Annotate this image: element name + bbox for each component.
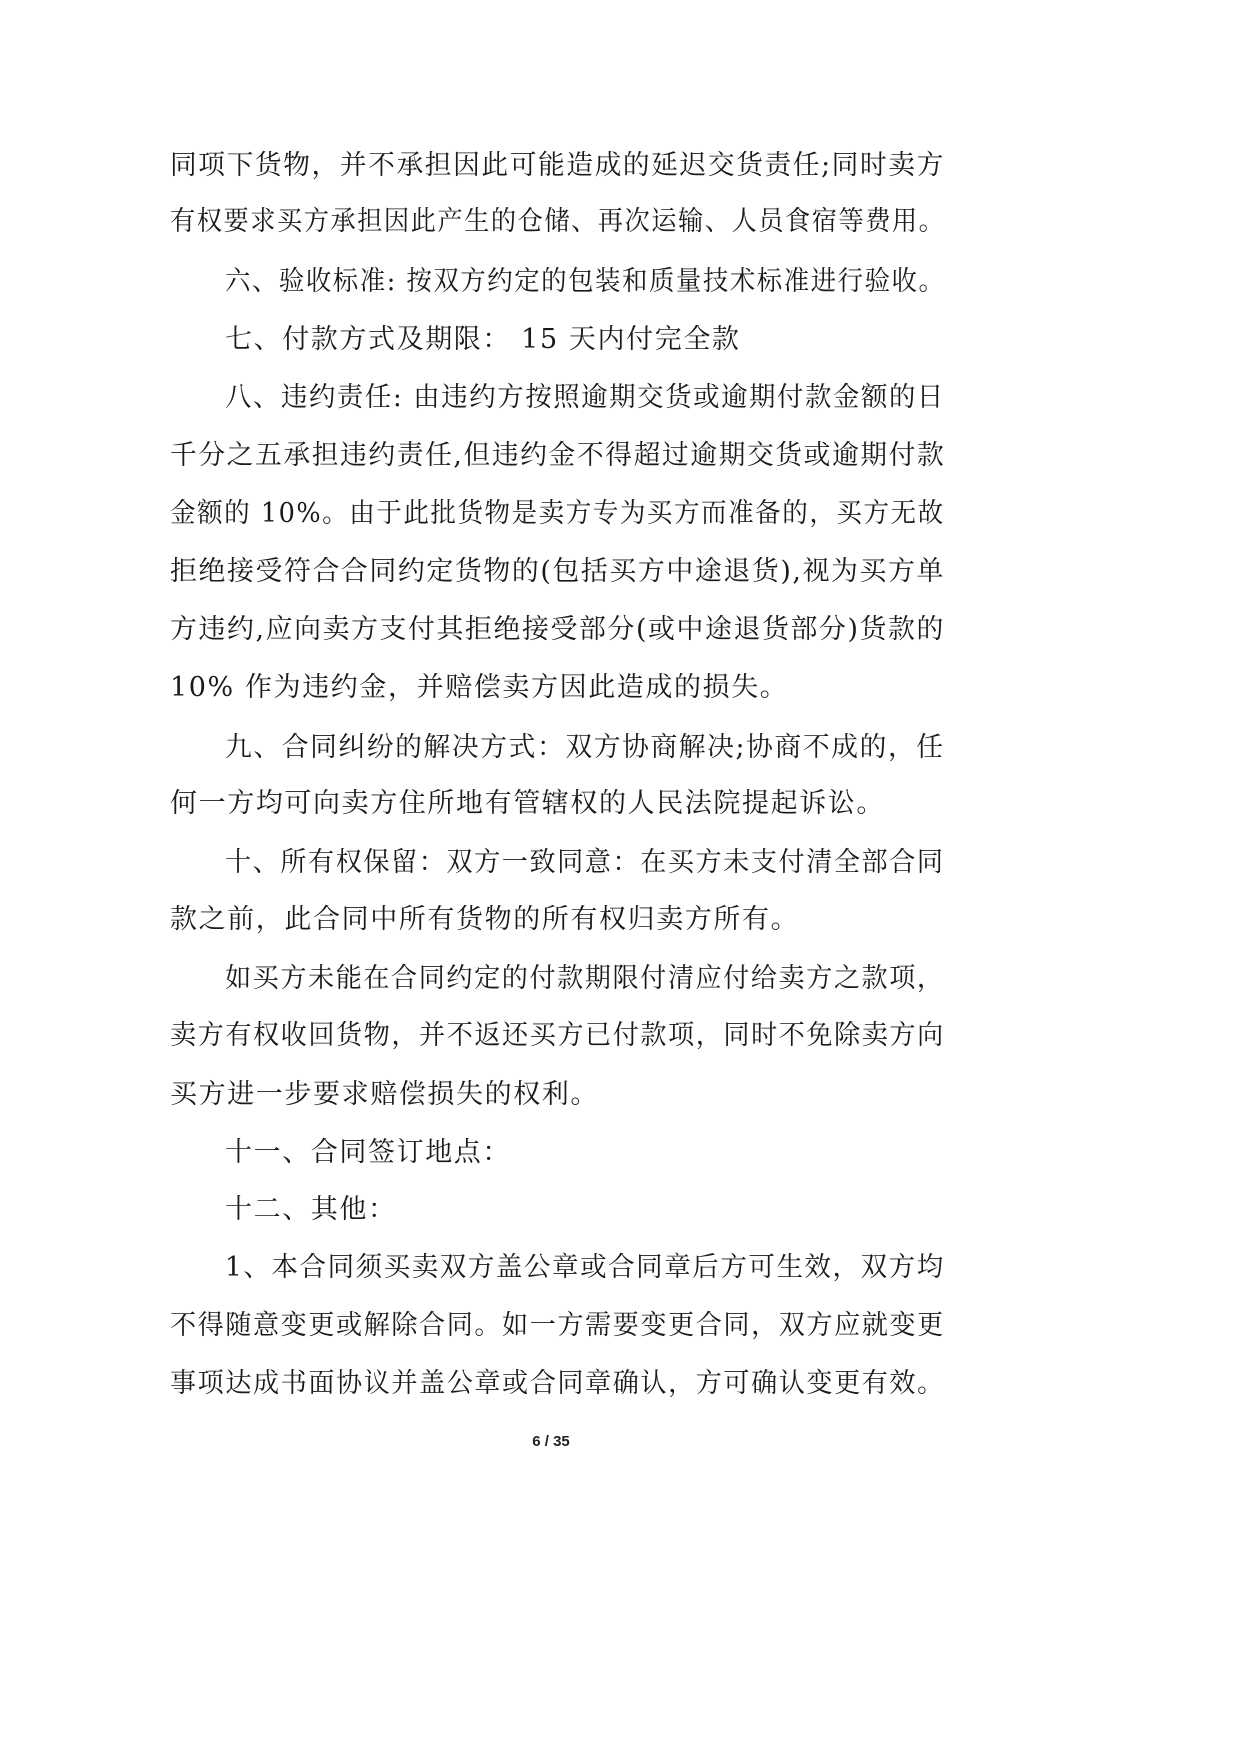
- body-line: 六、验收标准: 按双方约定的包装和质量技术标准进行验收。: [225, 266, 946, 297]
- body-line: 十一、合同签订地点：: [225, 1137, 511, 1168]
- body-line: 1、本合同须买卖双方盖公章或合同章后方可生效，双方均: [225, 1252, 945, 1283]
- body-line: 有权要求买方承担因此产生的仓储、再次运输、人员食宿等费用。: [170, 206, 946, 237]
- body-line: 拒绝接受符合合同约定货物的(包括买方中途退货),视为买方单: [170, 556, 946, 587]
- body-line: 金额的 10%。由于此批货物是卖方专为买方而准备的，买方无故: [170, 498, 945, 529]
- body-line: 方违约,应向卖方支付其拒绝接受部分(或中途退货部分)货款的: [170, 614, 946, 645]
- body-line: 不得随意变更或解除合同。如一方需要变更合同，双方应就变更: [170, 1310, 945, 1341]
- body-line: 十、所有权保留：双方一致同意：在买方未支付清全部合同: [225, 847, 945, 878]
- body-line: 买方进一步要求赔偿损失的权利。: [170, 1079, 599, 1110]
- body-line: 如买方未能在合同约定的付款期限付清应付给卖方之款项，: [225, 963, 945, 994]
- body-line: 七、付款方式及期限： 15 天内付完全款: [225, 324, 741, 355]
- body-line: 十二、其他：: [225, 1194, 397, 1225]
- body-line: 何一方均可向卖方住所地有管辖权的人民法院提起诉讼。: [170, 788, 885, 819]
- body-line: 九、合同纠纷的解决方式：双方协商解决;协商不成的，任: [225, 732, 945, 763]
- body-line: 千分之五承担违约责任,但违约金不得超过逾期交货或逾期付款: [170, 440, 946, 471]
- body-line: 事项达成书面协议并盖公章或合同章确认，方可确认变更有效。: [170, 1368, 945, 1399]
- body-line: 款之前，此合同中所有货物的所有权归卖方所有。: [170, 904, 800, 935]
- body-line: 卖方有权收回货物，并不返还买方已付款项，同时不免除卖方向: [170, 1020, 945, 1051]
- page-number: 6 / 35: [532, 1433, 570, 1450]
- body-line: 同项下货物，并不承担因此可能造成的延迟交货责任;同时卖方: [170, 150, 945, 181]
- body-line: 八、违约责任: 由违约方按照逾期交货或逾期付款金额的日: [225, 382, 945, 413]
- body-line: 10% 作为违约金，并赔偿卖方因此造成的损失。: [170, 672, 789, 703]
